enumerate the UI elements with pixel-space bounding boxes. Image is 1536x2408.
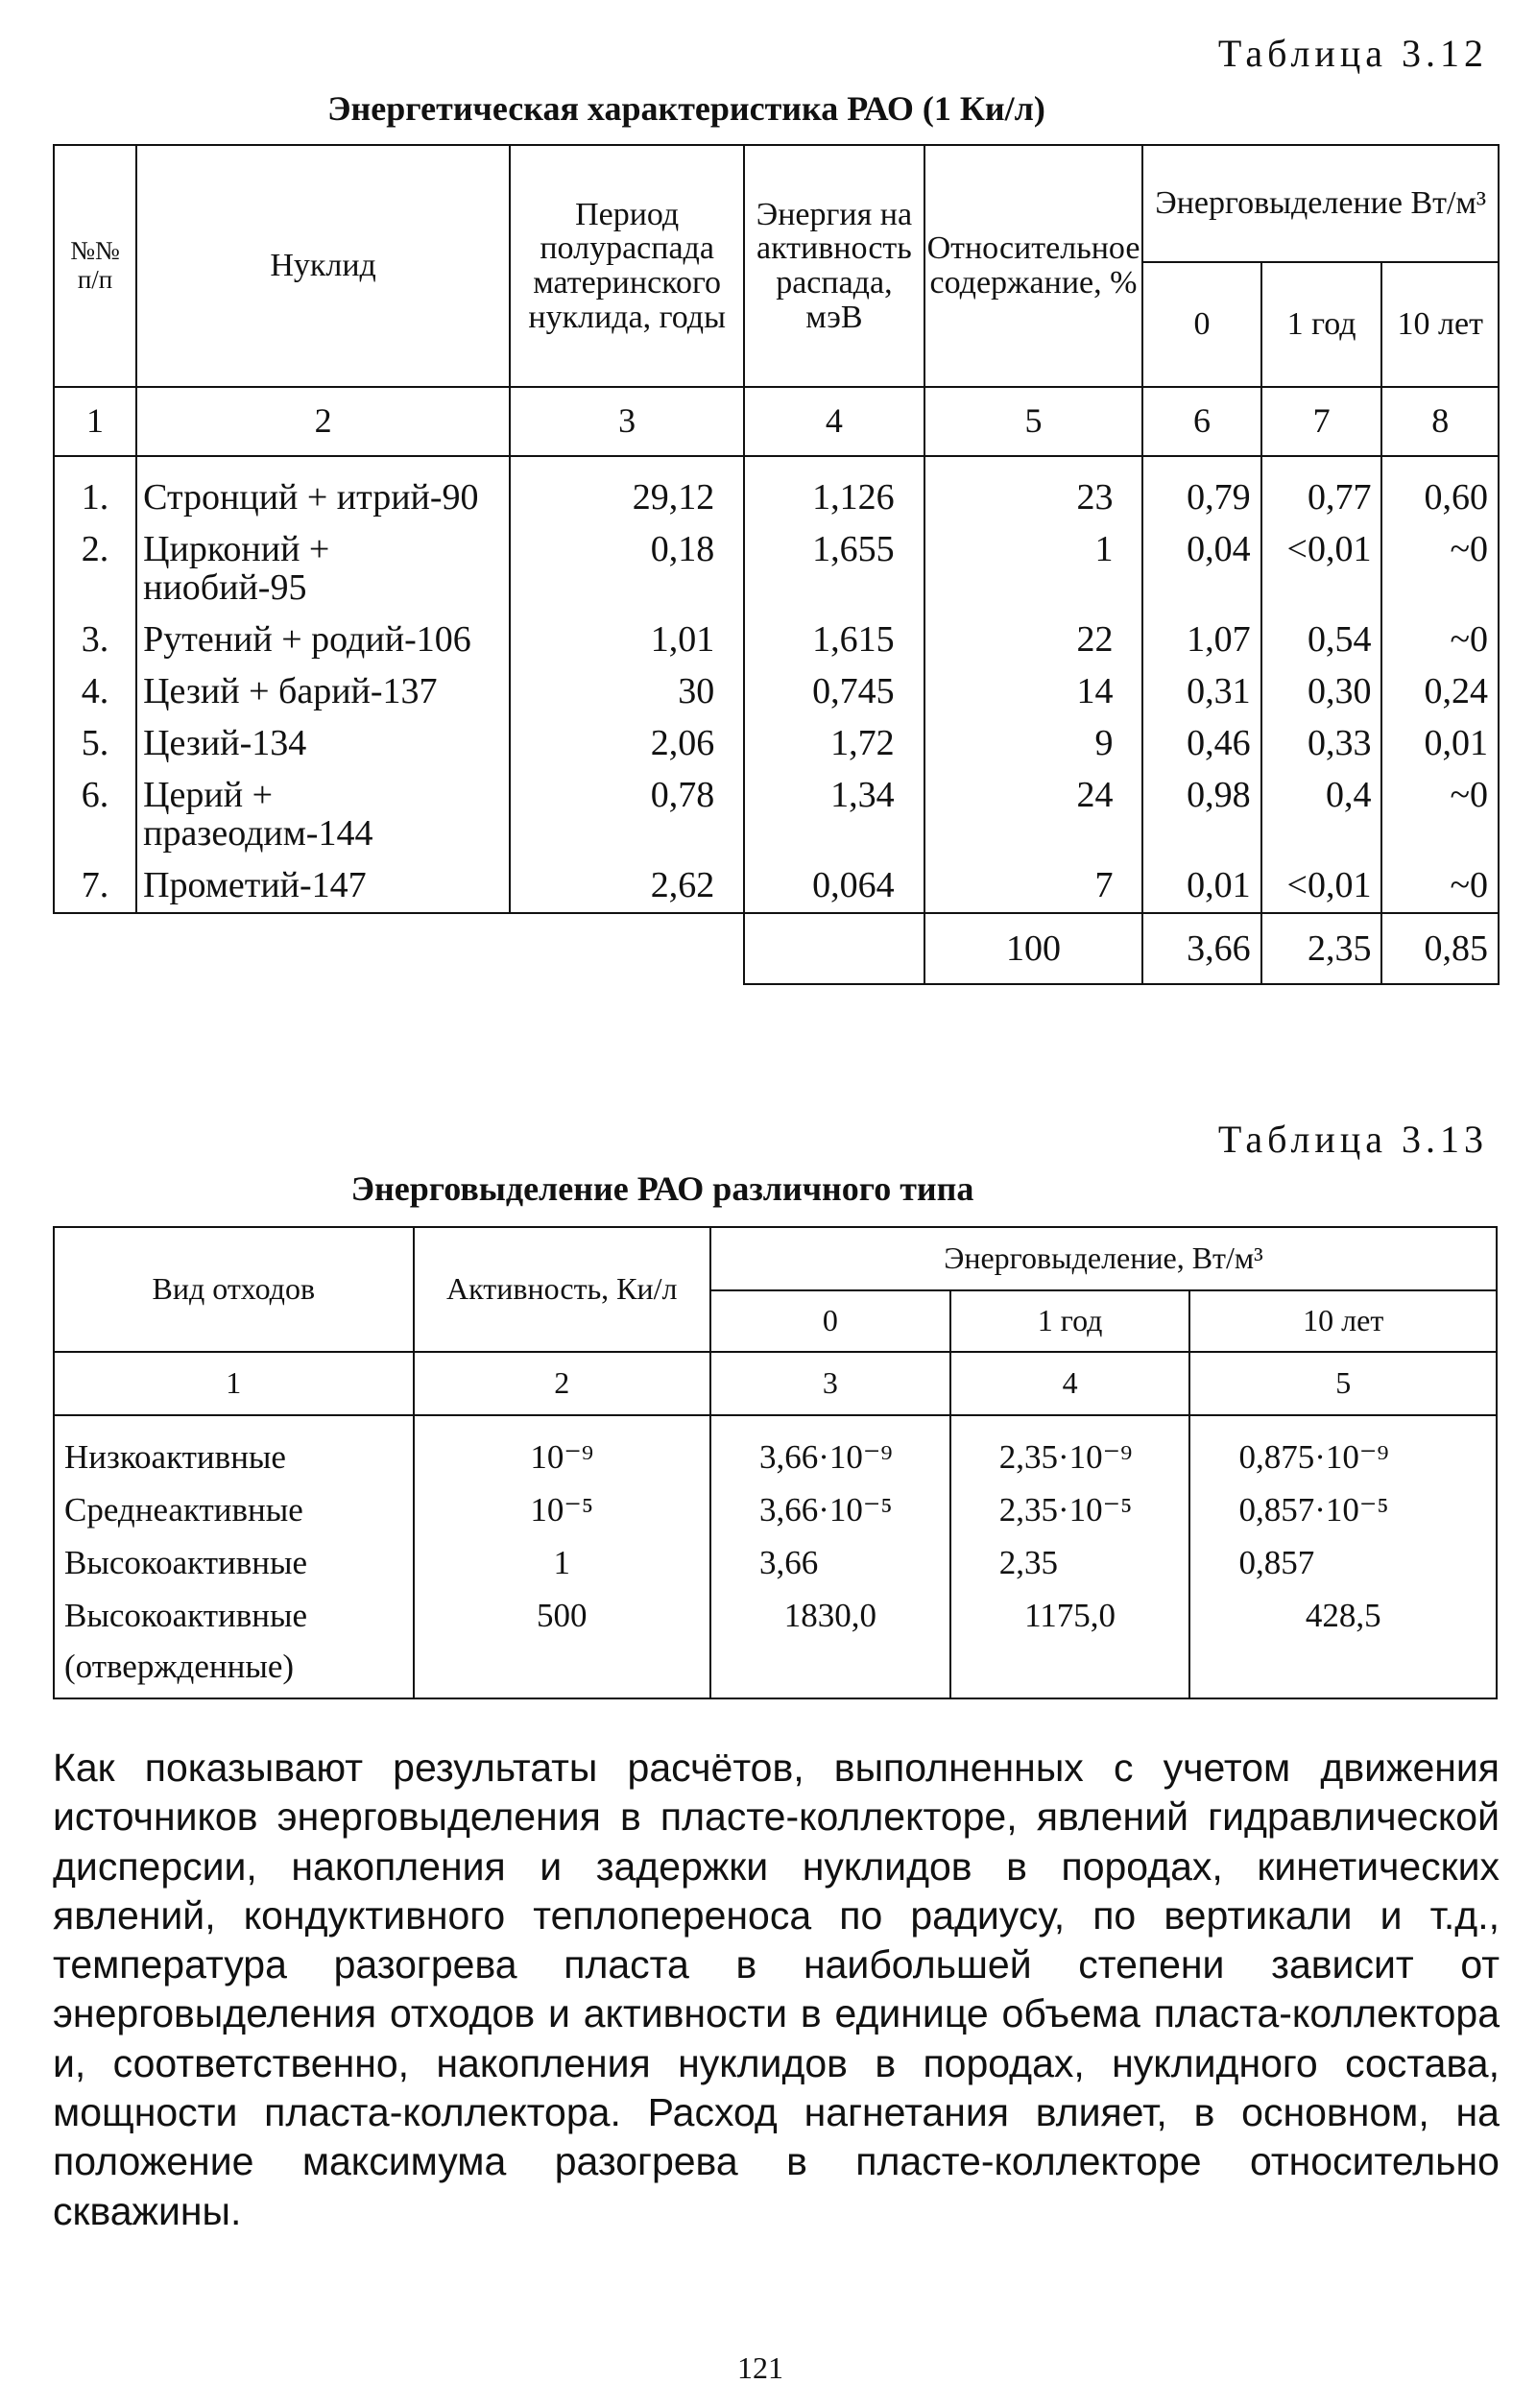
period-cell: 0,78	[510, 776, 744, 866]
relative-cell: 14	[924, 672, 1143, 724]
release-0-cell: 0,01	[1142, 866, 1260, 913]
body-paragraph: Как показывают результаты расчётов, выполненных с учетом движения источников энерговыделения в пласте-коллекторе, явлений гидравлической дисперсии, накопления и задержки нуклидов в породах, кинетических явлений, кондуктивного теплопереноса по радиусу, по вертикали и т.д., температура разогрева пласта в наибольшей степени зависит от энерговыделения отходов и активности в единице объема пласта-коллектора и, соответственно, накопления нуклидов в породах, нуклидного состава, мощности пласта-коллектора. Расход нагнетания влияет, в основном, на положение максимума разогрева в пласте-коллекторе относительно скважины.	[53, 1746, 1500, 2233]
row-number: 3.	[54, 620, 136, 672]
col-number: 8	[1381, 387, 1499, 456]
release-10-cell: ~0	[1381, 530, 1499, 620]
energy-cell: 1,72	[744, 724, 924, 776]
release-1-cell: 2,35·10⁻⁹	[950, 1415, 1190, 1483]
col-number: 3	[710, 1352, 950, 1415]
totals-row	[54, 913, 1499, 984]
header-release: Энерговыделение Вт/м³	[1142, 145, 1499, 262]
release-0-cell: 0,31	[1142, 672, 1260, 724]
nuclide-cell: Цирконий + ниобий-95	[136, 530, 510, 620]
header-relative: Относительное содержание, %	[924, 145, 1143, 387]
release-10-cell: 0,01	[1381, 724, 1499, 776]
release-0-cell: 1,07	[1142, 620, 1260, 672]
total-release-10: 0,85	[1381, 913, 1499, 984]
table-row	[54, 672, 1499, 724]
release-10-cell: 0,857	[1189, 1536, 1497, 1589]
header-t10: 10 лет	[1189, 1290, 1497, 1352]
release-1-cell: 2,35	[950, 1536, 1190, 1589]
col-number: 3	[510, 387, 744, 456]
energy-cell: 0,064	[744, 866, 924, 913]
table-title: Энергетическая характеристика РАО (1 Ки/л)	[327, 89, 1045, 128]
header-t1: 1 год	[1261, 262, 1382, 387]
relative-cell: 22	[924, 620, 1143, 672]
table-row	[54, 456, 1499, 530]
release-0-cell: 0,98	[1142, 776, 1260, 866]
activity-cell: 1	[414, 1536, 710, 1589]
row-number: 2.	[54, 530, 136, 620]
kind-cell: Среднеактивные	[54, 1483, 414, 1536]
activity-cell: 10⁻⁵	[414, 1483, 710, 1536]
release-10-cell: ~0	[1381, 620, 1499, 672]
table-row	[54, 530, 1499, 620]
col-number: 1	[54, 1352, 414, 1415]
col-number: 5	[1189, 1352, 1497, 1415]
release-1-cell: <0,01	[1261, 530, 1382, 620]
col-number: 1	[54, 387, 136, 456]
header-activity: Активность, Ки/л	[414, 1227, 710, 1352]
col-number: 6	[1142, 387, 1260, 456]
relative-cell: 7	[924, 866, 1143, 913]
energy-cell: 1,34	[744, 776, 924, 866]
page-number: 121	[737, 2350, 783, 2385]
release-0-cell: 3,66·10⁻⁵	[710, 1483, 950, 1536]
row-number: 7.	[54, 866, 136, 913]
header-t1: 1 год	[950, 1290, 1190, 1352]
release-1-cell: 0,4	[1261, 776, 1382, 866]
energy-characteristics-table	[53, 144, 1500, 985]
col-number: 4	[744, 387, 924, 456]
table-row	[54, 1415, 1497, 1483]
table-title: Энерговыделение РАО различного типа	[350, 1169, 974, 1208]
period-cell: 1,01	[510, 620, 744, 672]
row-number: 6.	[54, 776, 136, 866]
totals-empty-cell	[744, 913, 924, 984]
table-row	[54, 866, 1499, 913]
release-1-cell: 0,33	[1261, 724, 1382, 776]
release-10-cell: ~0	[1381, 866, 1499, 913]
table-row	[54, 1536, 1497, 1589]
col-number: 7	[1261, 387, 1382, 456]
release-0-cell: 3,66	[710, 1536, 950, 1589]
release-1-cell: 0,77	[1261, 456, 1382, 530]
col-number: 2	[414, 1352, 710, 1415]
header-nuclide: Нуклид	[136, 145, 510, 387]
relative-cell: 23	[924, 456, 1143, 530]
activity-cell: 10⁻⁹	[414, 1415, 710, 1483]
period-cell: 2,06	[510, 724, 744, 776]
release-1-cell: 0,54	[1261, 620, 1382, 672]
nuclide-cell: Прометий-147	[136, 866, 510, 913]
release-1-cell: 2,35·10⁻⁵	[950, 1483, 1190, 1536]
nuclide-cell: Стронций + итрий-90	[136, 456, 510, 530]
nuclide-cell: Церий + празеодим-144	[136, 776, 510, 866]
table-row	[54, 1483, 1497, 1536]
kind-cell: Низкоактивные	[54, 1415, 414, 1483]
release-1-cell: <0,01	[1261, 866, 1382, 913]
nuclide-cell: Рутений + родий-106	[136, 620, 510, 672]
release-10-cell: 0,857·10⁻⁵	[1189, 1483, 1497, 1536]
release-1-cell: 1175,0	[950, 1589, 1190, 1698]
row-number: 4.	[54, 672, 136, 724]
waste-energy-table	[53, 1226, 1498, 1699]
release-10-cell: 0,24	[1381, 672, 1499, 724]
relative-cell: 1	[924, 530, 1143, 620]
period-cell: 30	[510, 672, 744, 724]
row-number: 5.	[54, 724, 136, 776]
kind-cell: Высокоактивные (отвержденные)	[54, 1589, 414, 1698]
period-cell: 29,12	[510, 456, 744, 530]
energy-cell: 0,745	[744, 672, 924, 724]
col-number: 2	[136, 387, 510, 456]
table-row	[54, 1589, 1497, 1698]
relative-cell: 9	[924, 724, 1143, 776]
header-t0: 0	[710, 1290, 950, 1352]
header-release: Энерговыделение, Вт/м³	[710, 1227, 1497, 1290]
release-10-cell: ~0	[1381, 776, 1499, 866]
table-label: Таблица 3.13	[1217, 1118, 1488, 1161]
period-cell: 2,62	[510, 866, 744, 913]
total-relative: 100	[924, 913, 1143, 984]
kind-cell: Высокоактивные	[54, 1536, 414, 1589]
total-release-1: 2,35	[1261, 913, 1382, 984]
release-10-cell: 0,60	[1381, 456, 1499, 530]
header-energy: Энергия на активность распада, мэВ	[744, 145, 924, 387]
header-kind: Вид отходов	[54, 1227, 414, 1352]
nuclide-cell: Цезий-134	[136, 724, 510, 776]
table-row	[54, 620, 1499, 672]
release-0-cell: 0,79	[1142, 456, 1260, 530]
nuclide-cell: Цезий + барий-137	[136, 672, 510, 724]
release-0-cell: 0,46	[1142, 724, 1260, 776]
table-row	[54, 724, 1499, 776]
col-number: 4	[950, 1352, 1190, 1415]
col-number: 5	[924, 387, 1143, 456]
energy-cell: 1,126	[744, 456, 924, 530]
release-0-cell: 1830,0	[710, 1589, 950, 1698]
header-period: Период полураспада материнского нуклида, годы	[510, 145, 744, 387]
release-10-cell: 428,5	[1189, 1589, 1497, 1698]
release-1-cell: 0,30	[1261, 672, 1382, 724]
header-num: №№ п/п	[54, 145, 136, 387]
table-label: Таблица 3.12	[1217, 32, 1488, 75]
table-row	[54, 776, 1499, 866]
relative-cell: 24	[924, 776, 1143, 866]
header-t0: 0	[1142, 262, 1260, 387]
energy-cell: 1,615	[744, 620, 924, 672]
totals-spacer	[54, 913, 744, 984]
energy-cell: 1,655	[744, 530, 924, 620]
release-0-cell: 3,66·10⁻⁹	[710, 1415, 950, 1483]
release-10-cell: 0,875·10⁻⁹	[1189, 1415, 1497, 1483]
activity-cell: 500	[414, 1589, 710, 1698]
total-release-0: 3,66	[1142, 913, 1260, 984]
header-t10: 10 лет	[1381, 262, 1499, 387]
row-number: 1.	[54, 456, 136, 530]
period-cell: 0,18	[510, 530, 744, 620]
release-0-cell: 0,04	[1142, 530, 1260, 620]
